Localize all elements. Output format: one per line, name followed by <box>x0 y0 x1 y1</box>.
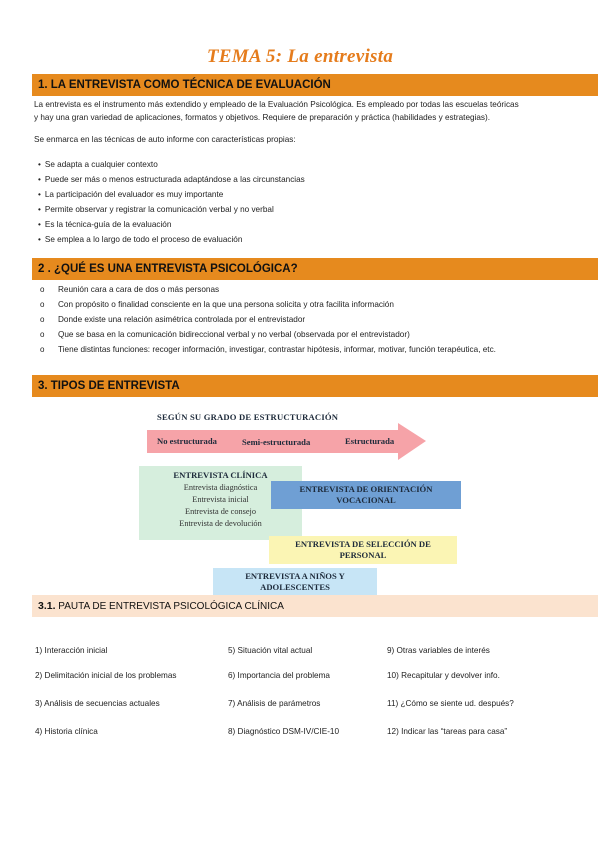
paragraph-line: La entrevista es el instrumento más extendido y empleado de la Evaluación Psicológica. Es empleado por todas las escuelas teóricas <box>34 100 519 109</box>
list-item: • Es la técnica-guía de la evaluación <box>38 217 305 232</box>
list-item: • La participación del evaluador es muy importante <box>38 187 305 202</box>
characteristics-list <box>38 157 305 247</box>
interview-types-diagram <box>0 404 600 604</box>
section-1-heading: 1. LA ENTREVISTA COMO TÉCNICA DE EVALUACIÓN <box>32 74 598 96</box>
section-2-heading: 2 . ¿QUÉ ES UNA ENTREVISTA PSICOLÓGICA? <box>32 258 598 280</box>
list-item: • Puede ser más o menos estructurada adaptándose a las circunstancias <box>38 172 305 187</box>
page-title: TEMA 5: La entrevista <box>206 46 394 67</box>
definition-list <box>40 284 560 359</box>
list-item: • Se emplea a lo largo de todo el proceso de evaluación <box>38 232 305 247</box>
pauta-item: 3) Análisis de secuencias actuales <box>35 699 160 708</box>
list-item: o Que se basa en la comunicación bidireccional verbal y no verbal (observada por el entrevistador) <box>40 329 560 342</box>
pauta-item: 10) Recapitular y devolver info. <box>387 671 500 680</box>
section-1-paragraph <box>34 98 519 124</box>
clinica-item: Entrevista de devolución <box>179 519 262 528</box>
list-item: • Permite observar y registrar la comunicación verbal y no verbal <box>38 202 305 217</box>
clinica-item: Entrevista inicial <box>192 495 249 504</box>
arrow-label-semi-estructurada: Semi-estructurada <box>242 437 311 447</box>
clinica-title: ENTREVISTA CLÍNICA <box>173 470 268 480</box>
section-3-heading: 3. TIPOS DE ENTREVISTA <box>32 375 598 397</box>
seleccion-label: ENTREVISTA DE SELECCIÓN DE PERSONAL <box>295 539 431 560</box>
pauta-item: 2) Delimitación inicial de los problemas <box>35 671 177 680</box>
pauta-item: 1) Interacción inicial <box>35 646 108 655</box>
list-item: • Se adapta a cualquier contexto <box>38 157 305 172</box>
section-3-1-number: 3.1. <box>38 600 56 612</box>
list-item: o Reunión cara a cara de dos o más personas <box>40 284 560 297</box>
pauta-item: 12) Indicar las “tareas para casa” <box>387 727 508 736</box>
list-item: o Con propósito o finalidad consciente en la que una persona solicita y otra facilita información <box>40 299 560 312</box>
arrow-label-no-estructurada: No estructurada <box>157 436 217 446</box>
arrow-label-estructurada: Estructurada <box>345 436 395 446</box>
pauta-item: 11) ¿Cómo se siente ud. después? <box>387 699 514 708</box>
pauta-item: 8) Diagnóstico DSM-IV/CIE-10 <box>228 727 340 736</box>
pauta-item: 9) Otras variables de interés <box>387 646 490 655</box>
orientacion-label: ENTREVISTA DE ORIENTACIÓN VOCACIONAL <box>299 484 433 505</box>
diagram-caption: SEGÚN SU GRADO DE ESTRUCTURACIÓN <box>157 412 339 422</box>
list-item: o Donde existe una relación asimétrica controlada por el entrevistador <box>40 314 560 327</box>
pauta-item: 6) Importancia del problema <box>228 671 330 680</box>
section-1-intro: Se enmarca en las técnicas de auto informe con características propias: <box>34 135 296 144</box>
section-3-1-title: PAUTA DE ENTREVISTA PSICOLÓGICA CLÍNICA <box>58 601 284 612</box>
section-3-1-heading <box>32 595 598 617</box>
paragraph-line: y hay una gran variedad de aplicaciones, formatos y objetivos. Requiere de preparación y práctica (habilidades y estrategias). <box>34 113 491 122</box>
clinica-item: Entrevista diagnóstica <box>183 483 258 492</box>
list-item: o Tiene distintas funciones: recoger información, investigar, contrastar hipótesis, informar, motivar, función terapéutica, etc. <box>40 344 560 357</box>
ninos-label: ENTREVISTA A NIÑOS Y ADOLESCENTES <box>245 571 345 592</box>
pauta-item: 4) Historia clínica <box>35 727 98 736</box>
pauta-item: 5) Situación vital actual <box>228 646 313 655</box>
clinica-item: Entrevista de consejo <box>185 507 256 516</box>
pauta-item: 7) Análisis de parámetros <box>228 699 321 708</box>
